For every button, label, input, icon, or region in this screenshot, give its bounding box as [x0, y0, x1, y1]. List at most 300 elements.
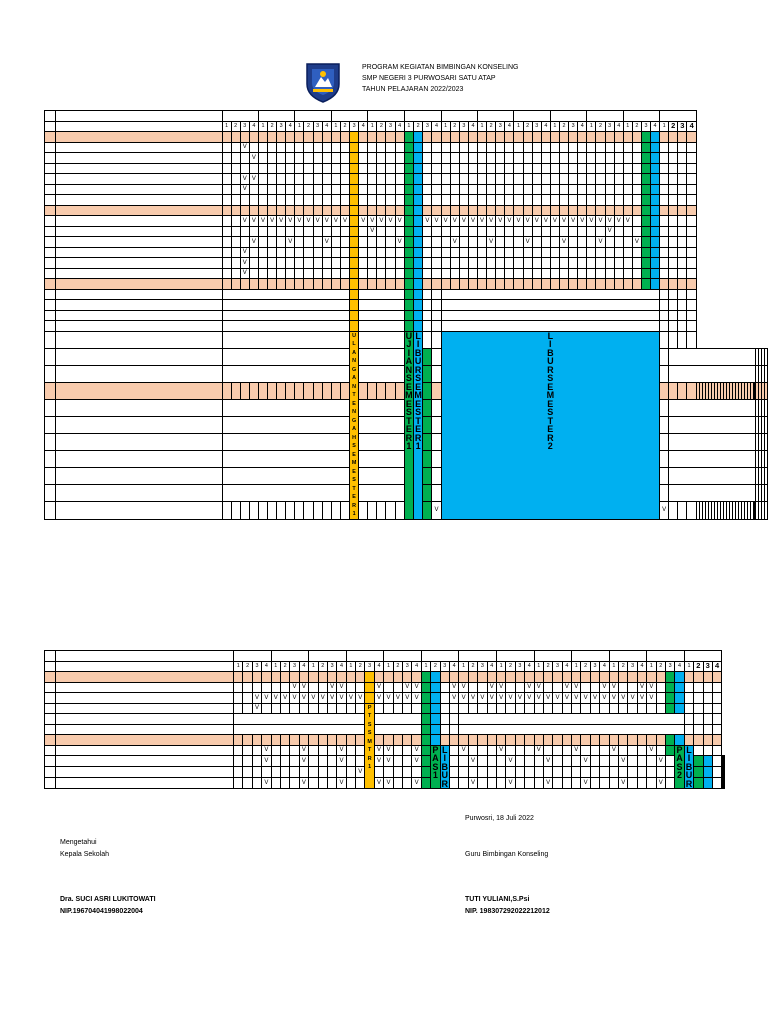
week-check-mark: V: [240, 184, 249, 195]
week-cell: [523, 268, 532, 279]
section-fill-cell: [684, 672, 693, 683]
week-cell: [765, 502, 768, 519]
week-cell: [290, 745, 299, 756]
week-cell: [295, 163, 304, 174]
week-cell: [559, 226, 568, 237]
week-cell: [712, 682, 721, 693]
week-cell: [703, 724, 712, 735]
week-cell: [423, 195, 432, 206]
week-cell: [359, 195, 368, 206]
week-cell: [403, 778, 412, 789]
section-fill-cell: [449, 672, 458, 683]
week-cell: [459, 703, 468, 714]
section-fill-cell: [286, 279, 295, 290]
week-cell: [423, 174, 432, 185]
section-fill-cell: [231, 279, 240, 290]
week-number: 2: [523, 121, 532, 132]
section-fill-cell: [605, 132, 614, 143]
week-cell: [619, 745, 628, 756]
week-cell: [559, 142, 568, 153]
week-cell: [423, 268, 432, 279]
vertical-band-cell: [350, 237, 359, 248]
week-number: 2: [581, 661, 590, 672]
week-check-mark: V: [299, 682, 308, 693]
week-cell: [660, 399, 669, 416]
vertical-band-cell: [414, 142, 423, 153]
week-cell: [506, 682, 515, 693]
week-cell: [368, 502, 377, 519]
vertical-band-cell: [703, 778, 712, 789]
week-cell: [268, 184, 277, 195]
section-fill-cell: [669, 205, 678, 216]
week-cell: [395, 142, 404, 153]
week-check-mark: V: [299, 756, 308, 767]
week-cell: [277, 247, 286, 258]
week-cell: [295, 195, 304, 206]
section-fill-cell: [459, 672, 468, 683]
section-fill-cell: [703, 672, 712, 683]
section-fill-cell: [393, 672, 402, 683]
section-fill-cell: [590, 672, 599, 683]
week-cell: [377, 258, 386, 269]
guru-bk-label: Guru Bimbingan Konseling: [465, 851, 549, 858]
week-cell: [703, 693, 712, 704]
week-cell: [295, 226, 304, 237]
activity-name: [55, 142, 222, 153]
section-fill-cell: [295, 382, 304, 399]
schedule-note: [459, 724, 684, 735]
section-fill-cell: [478, 735, 487, 746]
week-cell: [637, 756, 646, 767]
week-check-mark: V: [449, 693, 458, 704]
section-fill-cell: [541, 205, 550, 216]
week-cell: [587, 184, 596, 195]
week-check-mark: V: [359, 216, 368, 227]
week-cell: [660, 485, 669, 502]
section-fill-cell: [423, 205, 432, 216]
week-cell: [356, 703, 365, 714]
row-number: [45, 174, 56, 185]
week-cell: [395, 502, 404, 519]
activity-name: [56, 745, 234, 756]
section-fill-cell: [258, 279, 267, 290]
section-fill-cell: [703, 735, 712, 746]
week-cell: [468, 682, 477, 693]
week-cell: [647, 778, 656, 789]
week-check-mark: V: [386, 216, 395, 227]
week-cell: [271, 756, 280, 767]
row-number: [45, 693, 56, 704]
week-cell: [249, 226, 258, 237]
week-cell: [222, 237, 231, 248]
week-cell: [487, 226, 496, 237]
activity-name: [56, 778, 234, 789]
week-check-mark: V: [605, 216, 614, 227]
vertical-band-cell: [431, 724, 440, 735]
section-fill-cell: [384, 735, 393, 746]
week-cell: [441, 226, 450, 237]
week-cell: [286, 226, 295, 237]
week-cell: [258, 237, 267, 248]
schedule-note: [374, 724, 421, 735]
signature-date: Purwosri, 18 Juli 2022: [465, 815, 534, 822]
activity-name: [55, 331, 222, 348]
week-cell: [432, 468, 441, 485]
vertical-band-label: P T S S M T R 1: [365, 703, 374, 789]
row-number: [45, 226, 56, 237]
week-cell: [553, 745, 562, 756]
section-fill-cell: [553, 735, 562, 746]
week-check-mark: V: [505, 216, 514, 227]
week-number: 1: [404, 121, 413, 132]
week-check-mark: V: [572, 693, 581, 704]
section-no-cell: [45, 735, 56, 746]
week-cell: [562, 703, 571, 714]
vertical-band-cell: [404, 132, 413, 143]
section-fill-cell: [605, 205, 614, 216]
schedule-note: [459, 714, 684, 725]
week-cell: [304, 142, 313, 153]
week-cell: [534, 767, 543, 778]
week-cell: [271, 703, 280, 714]
week-check-mark: V: [252, 693, 261, 704]
week-cell: [432, 163, 441, 174]
week-cell: [395, 247, 404, 258]
week-cell: [432, 321, 441, 332]
vertical-band-cell: [365, 672, 374, 683]
week-cell: [258, 184, 267, 195]
week-cell: [587, 258, 596, 269]
week-number: 1: [258, 121, 267, 132]
week-cell: [487, 778, 496, 789]
week-cell: [632, 195, 641, 206]
schedule-note: [441, 300, 660, 311]
week-check-mark: V: [496, 745, 505, 756]
section-fill-cell: [268, 205, 277, 216]
week-cell: [295, 237, 304, 248]
week-number: 1: [478, 121, 487, 132]
week-cell: [423, 184, 432, 195]
section-fill-cell: [368, 132, 377, 143]
week-cell: [687, 502, 697, 519]
week-cell: [368, 258, 377, 269]
month-header: [550, 111, 586, 122]
week-check-mark: V: [532, 216, 541, 227]
week-check-mark: V: [596, 237, 605, 248]
activity-name: [55, 247, 222, 258]
week-cell: [505, 268, 514, 279]
week-cell: [258, 142, 267, 153]
week-cell: [523, 163, 532, 174]
week-cell: [403, 756, 412, 767]
week-cell: [468, 247, 477, 258]
week-cell: [569, 195, 578, 206]
week-cell: [660, 300, 669, 311]
week-cell: [222, 268, 231, 279]
week-number: 1: [623, 121, 632, 132]
vertical-band-cell: [423, 433, 432, 450]
week-cell: [384, 767, 393, 778]
week-cell: [578, 247, 587, 258]
week-number: 4: [412, 661, 421, 672]
week-cell: [252, 682, 261, 693]
week-cell: [359, 237, 368, 248]
week-cell: [660, 331, 669, 348]
vertical-band-cell: [665, 693, 674, 704]
week-check-mark: V: [496, 216, 505, 227]
week-check-mark: V: [600, 693, 609, 704]
section-fill-cell: [450, 205, 459, 216]
section-fill-cell: [337, 735, 346, 746]
section-fill-cell: [534, 672, 543, 683]
week-cell: [340, 163, 349, 174]
week-cell: [243, 745, 252, 756]
vertical-band-cell: [365, 682, 374, 693]
week-cell: [322, 258, 331, 269]
row-number: [45, 300, 56, 311]
week-cell: [384, 703, 393, 714]
week-cell: [515, 682, 524, 693]
week-cell: [432, 247, 441, 258]
week-cell: [569, 142, 578, 153]
week-cell: [441, 153, 450, 164]
week-cell: [277, 502, 286, 519]
week-cell: [628, 756, 637, 767]
week-cell: [569, 184, 578, 195]
week-check-mark: V: [449, 682, 458, 693]
week-cell: [578, 153, 587, 164]
schedule-note: [222, 289, 349, 300]
month-header: [587, 111, 623, 122]
week-cell: [243, 682, 252, 693]
week-cell: [268, 247, 277, 258]
week-cell: [331, 174, 340, 185]
week-number: 4: [614, 121, 623, 132]
week-cell: [572, 778, 581, 789]
week-cell: [487, 142, 496, 153]
section-fill-cell: [559, 132, 568, 143]
month-header: [647, 651, 685, 662]
week-number: 2: [619, 661, 628, 672]
week-cell: [240, 153, 249, 164]
week-cell: [441, 268, 450, 279]
week-cell: [222, 163, 231, 174]
row-number: [45, 153, 56, 164]
week-cell: [258, 226, 267, 237]
week-cell: [596, 153, 605, 164]
section-fill-cell: [468, 205, 477, 216]
week-cell: [656, 693, 665, 704]
week-cell: [637, 778, 646, 789]
week-number: 3: [703, 661, 712, 672]
vertical-band-cell: [350, 289, 359, 300]
section-fill-cell: [377, 132, 386, 143]
week-cell: [660, 416, 669, 433]
week-cell: [684, 682, 693, 693]
section-fill-cell: [340, 132, 349, 143]
section-fill-cell: [412, 735, 421, 746]
week-cell: [395, 174, 404, 185]
section-fill-cell: [395, 132, 404, 143]
week-cell: [286, 184, 295, 195]
week-number: 2: [487, 121, 496, 132]
week-cell: [523, 184, 532, 195]
week-cell: [449, 756, 458, 767]
week-number: 2: [669, 121, 678, 132]
week-cell: [637, 745, 646, 756]
week-cell: [377, 226, 386, 237]
week-cell: [632, 226, 641, 237]
week-cell: [412, 703, 421, 714]
week-cell: [478, 778, 487, 789]
week-cell: [712, 756, 721, 767]
week-cell: [587, 174, 596, 185]
week-cell: [423, 258, 432, 269]
section-fill-cell: [322, 132, 331, 143]
week-cell: [590, 682, 599, 693]
week-cell: [268, 153, 277, 164]
week-cell: [280, 778, 289, 789]
week-cell: [432, 310, 441, 321]
vertical-band-cell: [414, 184, 423, 195]
section-fill-cell: [231, 205, 240, 216]
week-cell: [694, 714, 703, 725]
vertical-band-cell: [431, 672, 440, 683]
week-cell: [295, 153, 304, 164]
section-fill-cell: [432, 382, 441, 399]
section-fill-cell: [694, 672, 703, 683]
section-fill-cell: [377, 279, 386, 290]
week-number: 3: [553, 661, 562, 672]
week-cell: [327, 703, 336, 714]
week-cell: [222, 226, 231, 237]
week-cell: [550, 174, 559, 185]
week-cell: [687, 289, 697, 300]
section-fill-cell: [590, 735, 599, 746]
week-cell: [280, 756, 289, 767]
week-cell: [277, 153, 286, 164]
section-fill-cell: [395, 279, 404, 290]
week-cell: [678, 321, 687, 332]
week-cell: [514, 142, 523, 153]
schedule-note: [222, 310, 349, 321]
week-check-mark: V: [262, 745, 271, 756]
week-cell: [581, 682, 590, 693]
week-check-mark: V: [304, 216, 313, 227]
week-cell: [377, 153, 386, 164]
week-cell: [271, 745, 280, 756]
week-check-mark: V: [249, 174, 258, 185]
vertical-band-cell: [423, 365, 432, 382]
week-cell: [277, 268, 286, 279]
week-cell: [340, 258, 349, 269]
week-number: 3: [532, 121, 541, 132]
week-cell: [678, 153, 687, 164]
week-cell: [562, 767, 571, 778]
week-cell: [541, 268, 550, 279]
week-cell: [514, 247, 523, 258]
week-check-mark: V: [534, 745, 543, 756]
week-cell: [478, 142, 487, 153]
week-cell: [395, 163, 404, 174]
week-cell: [596, 142, 605, 153]
week-cell: [712, 778, 721, 789]
week-number: 1: [496, 661, 505, 672]
week-number: 1: [346, 661, 355, 672]
week-cell: [614, 153, 623, 164]
section-fill-cell: [277, 279, 286, 290]
week-check-mark: V: [609, 745, 618, 756]
section-fill-cell: [525, 672, 534, 683]
week-cell: [684, 693, 693, 704]
week-check-mark: V: [637, 682, 646, 693]
komponen-header: [56, 651, 234, 662]
row-number: [45, 163, 56, 174]
week-cell: [243, 703, 252, 714]
week-cell: [669, 153, 678, 164]
week-cell: [703, 703, 712, 714]
vertical-band-cell: [675, 735, 684, 746]
week-cell: [694, 703, 703, 714]
week-cell: [684, 724, 693, 735]
week-cell: [578, 163, 587, 174]
week-number: 2: [506, 661, 515, 672]
section-fill-cell: [532, 205, 541, 216]
week-cell: [346, 703, 355, 714]
week-cell: [632, 184, 641, 195]
week-check-mark: V: [581, 756, 590, 767]
week-cell: [432, 348, 441, 365]
week-check-mark: V: [450, 237, 459, 248]
week-check-mark: V: [240, 174, 249, 185]
week-cell: [532, 226, 541, 237]
section-fill-cell: [478, 279, 487, 290]
section-fill-cell: [578, 205, 587, 216]
week-cell: [423, 163, 432, 174]
vertical-band-cell: [665, 672, 674, 683]
week-cell: [605, 268, 614, 279]
week-cell: [377, 174, 386, 185]
section-fill-cell: [359, 279, 368, 290]
section-fill-cell: [523, 279, 532, 290]
section-fill-cell: [374, 735, 383, 746]
schedule-note: [222, 331, 349, 348]
week-cell: [581, 745, 590, 756]
week-cell: [318, 682, 327, 693]
activity-name: [55, 502, 222, 519]
week-cell: [505, 258, 514, 269]
vertical-band-cell: [404, 174, 413, 185]
activity-name: [55, 258, 222, 269]
week-cell: [268, 258, 277, 269]
vertical-band-label: P A S 1: [431, 745, 440, 789]
week-cell: [687, 331, 697, 348]
section-fill-cell: [660, 382, 669, 399]
week-cell: [313, 247, 322, 258]
week-cell: [669, 321, 678, 332]
week-cell: [318, 745, 327, 756]
week-cell: [268, 163, 277, 174]
section-fill-cell: [632, 279, 641, 290]
week-cell: [605, 184, 614, 195]
week-cell: [632, 163, 641, 174]
week-number: 1: [421, 661, 430, 672]
month-header: [368, 111, 404, 122]
week-cell: [543, 767, 552, 778]
week-cell: [647, 767, 656, 778]
row-number: [45, 216, 56, 227]
week-cell: [393, 703, 402, 714]
